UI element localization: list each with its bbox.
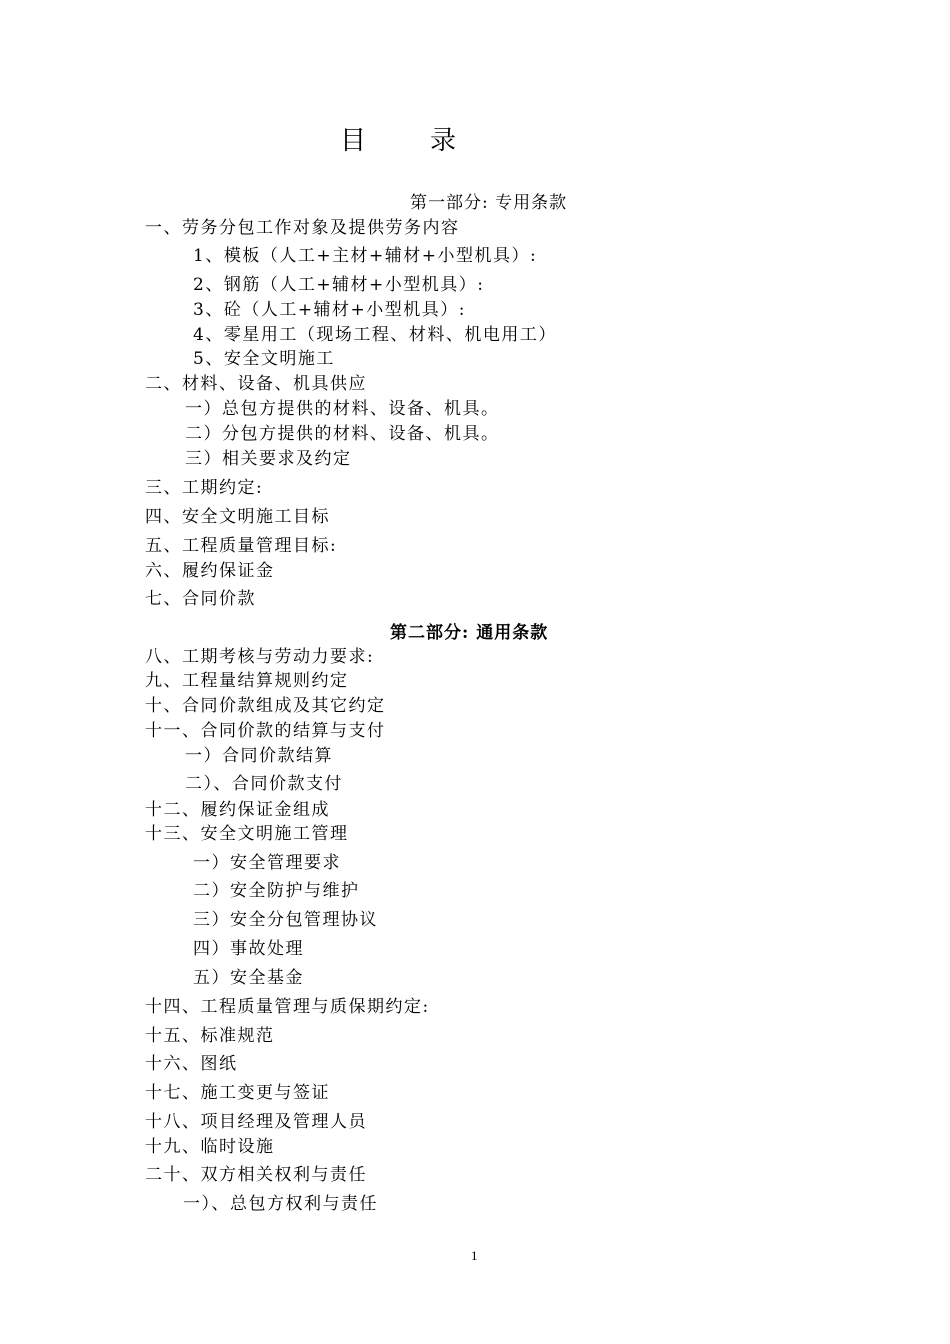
toc-entry: 一）、总包方权利与责任 bbox=[183, 1194, 378, 1214]
toc-entry: 三、工期约定: bbox=[145, 478, 264, 498]
toc-entry: 4、零星用工（现场工程、材料、机电用工） bbox=[193, 325, 557, 345]
toc-entry: 七、合同价款 bbox=[145, 589, 256, 609]
toc-entry: 十一、合同价款的结算与支付 bbox=[145, 721, 386, 741]
toc-entry: 十七、施工变更与签证 bbox=[145, 1083, 330, 1103]
toc-entry: 三）相关要求及约定 bbox=[185, 449, 352, 469]
toc-entry: 一）合同价款结算 bbox=[185, 746, 333, 766]
toc-entry: 5、安全文明施工 bbox=[193, 349, 335, 369]
toc-entry: 六、履约保证金 bbox=[145, 561, 275, 581]
toc-entry: 四、安全文明施工目标 bbox=[145, 507, 330, 527]
toc-entry: 十六、图纸 bbox=[145, 1054, 238, 1074]
toc-entry: 十四、工程质量管理与质保期约定: bbox=[145, 997, 430, 1017]
toc-entry: 二）、合同价款支付 bbox=[185, 774, 343, 794]
toc-entry: 十九、临时设施 bbox=[145, 1137, 275, 1157]
toc-entry: 八、工期考核与劳动力要求: bbox=[145, 647, 375, 667]
toc-entry: 十八、项目经理及管理人员 bbox=[145, 1112, 367, 1132]
toc-entry: 十二、履约保证金组成 bbox=[145, 800, 330, 820]
toc-entry: 一、劳务分包工作对象及提供劳务内容 bbox=[145, 218, 460, 238]
toc-entry: 3、砼（人工+辅材+小型机具）: bbox=[193, 300, 467, 320]
part-one-heading: 第一部分: 专用条款 bbox=[410, 193, 568, 213]
toc-entry: 十五、标准规范 bbox=[145, 1026, 275, 1046]
toc-entry: 二）安全防护与维护 bbox=[193, 881, 360, 901]
toc-entry: 二十、双方相关权利与责任 bbox=[145, 1165, 367, 1185]
part-two-heading: 第二部分: 通用条款 bbox=[390, 623, 549, 643]
toc-entry: 三）安全分包管理协议 bbox=[193, 910, 378, 930]
page-number: 1 bbox=[471, 1248, 478, 1263]
toc-entry: 九、工程量结算规则约定 bbox=[145, 671, 349, 691]
toc-entry: 十、合同价款组成及其它约定 bbox=[145, 696, 386, 716]
toc-title: 目录 bbox=[340, 126, 521, 156]
toc-entry: 一）安全管理要求 bbox=[193, 853, 341, 873]
toc-entry: 1、模板（人工+主材+辅材+小型机具）: bbox=[193, 246, 538, 266]
toc-entry: 2、钢筋（人工+辅材+小型机具）: bbox=[193, 275, 485, 295]
toc-entry: 一）总包方提供的材料、设备、机具。 bbox=[185, 399, 500, 419]
toc-entry: 二）分包方提供的材料、设备、机具。 bbox=[185, 424, 500, 444]
toc-entry: 十三、安全文明施工管理 bbox=[145, 824, 349, 844]
toc-entry: 五、工程质量管理目标: bbox=[145, 536, 338, 556]
toc-entry: 二、材料、设备、机具供应 bbox=[145, 374, 367, 394]
toc-entry: 五）安全基金 bbox=[193, 968, 304, 988]
toc-entry: 四）事故处理 bbox=[193, 939, 304, 959]
